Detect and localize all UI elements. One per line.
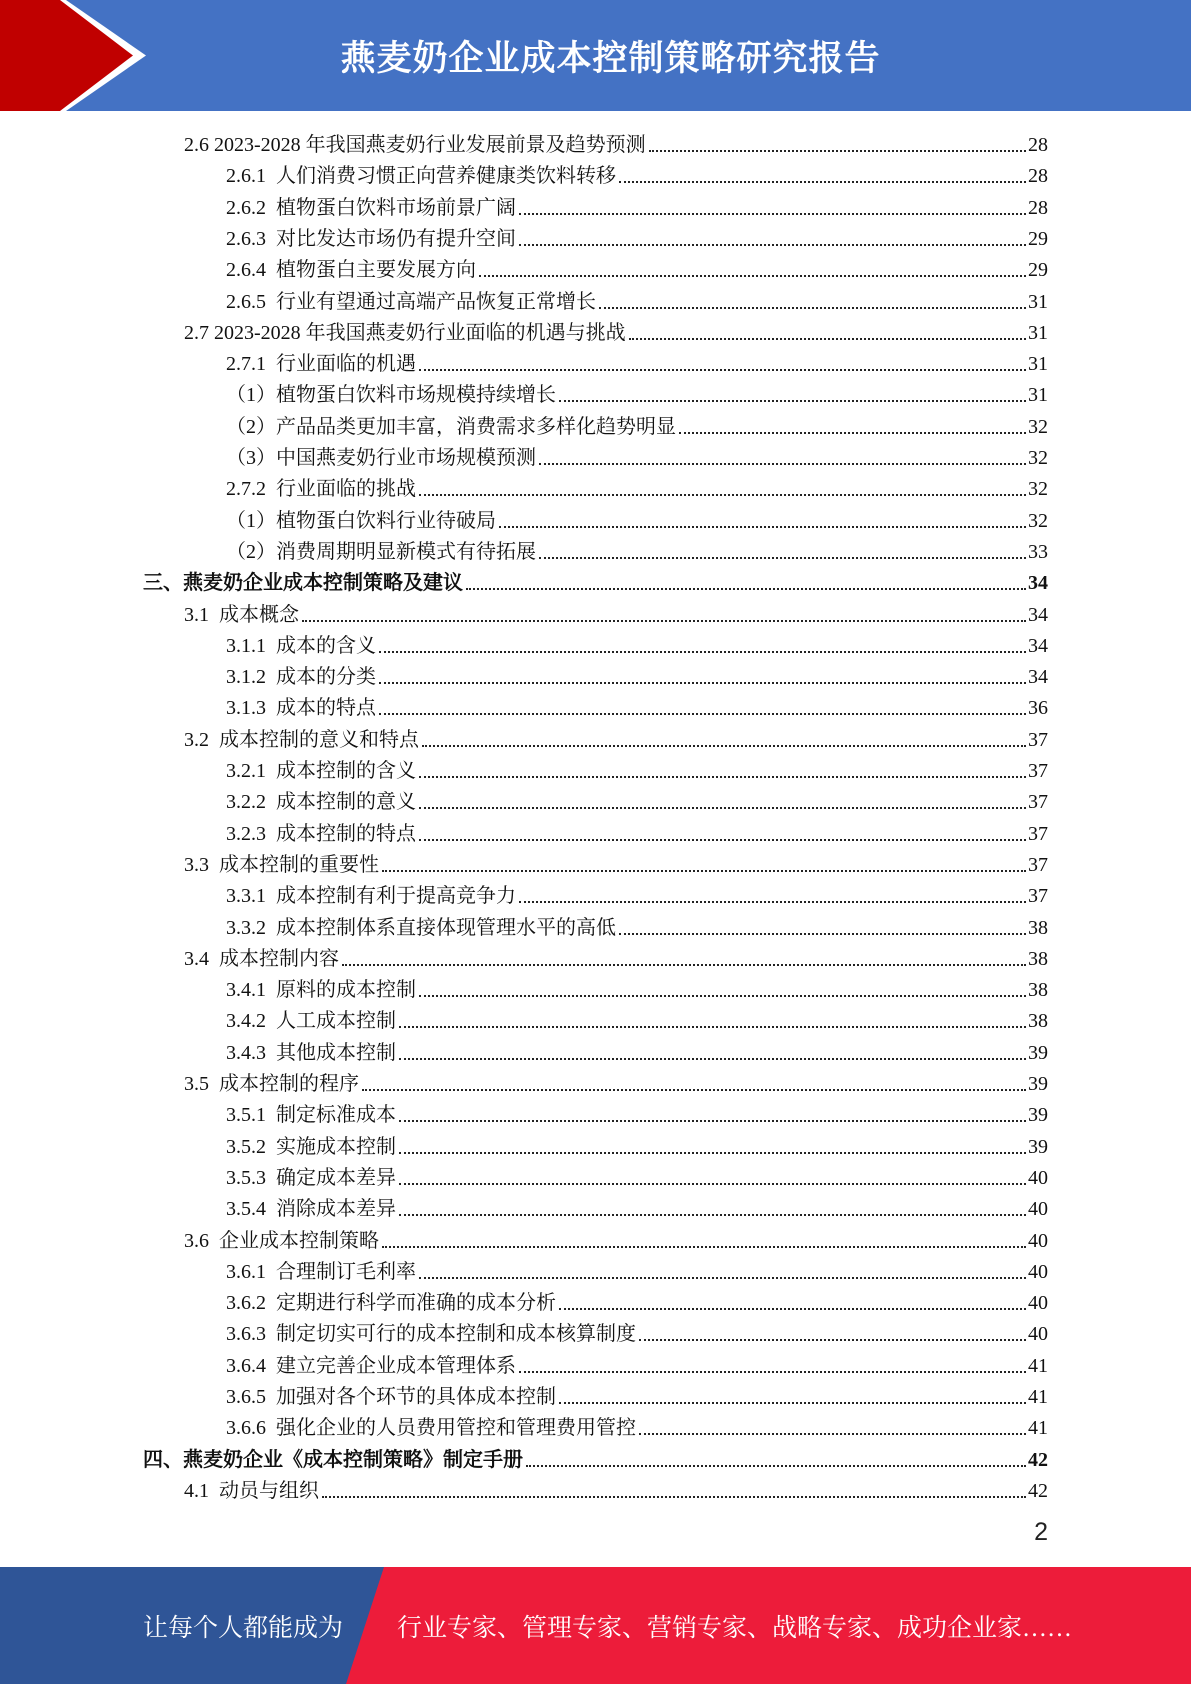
toc-entry-page: 40: [1028, 1260, 1048, 1283]
toc-entry-label: 3.5 成本控制的程序: [184, 1073, 359, 1095]
toc-entry[interactable]: [226, 377, 1048, 408]
dot-leader: [419, 1277, 1026, 1279]
dot-leader: [422, 745, 1026, 747]
dot-leader: [399, 1058, 1026, 1060]
footer-slogan-left: 让每个人都能成为: [143, 1614, 344, 1642]
toc-entry-label: 2.7 2023-2028 年我国燕麦奶行业面临的机遇与挑战: [184, 321, 626, 344]
toc-entry[interactable]: [184, 1473, 1048, 1504]
toc-entry-label: 3.5.1 制定标准成本: [226, 1104, 396, 1127]
toc-entry[interactable]: [226, 1160, 1048, 1191]
toc-entry-page: 32: [1028, 478, 1048, 501]
toc-entry-page: 41: [1028, 1386, 1048, 1408]
toc-entry[interactable]: [226, 1035, 1048, 1066]
toc-entry-label: 3.4.2 人工成本控制: [226, 1010, 396, 1033]
dot-leader: [399, 1152, 1026, 1154]
toc-entry[interactable]: [226, 1285, 1048, 1316]
toc-entry[interactable]: [184, 597, 1048, 628]
dot-leader: [539, 557, 1026, 559]
toc-entry-page: 28: [1028, 196, 1048, 219]
toc-entry-page: 37: [1028, 728, 1048, 751]
toc-entry[interactable]: [226, 471, 1048, 502]
footer-banner: [0, 1567, 1191, 1684]
toc-entry[interactable]: [226, 1316, 1048, 1347]
toc-entry-page: 28: [1028, 134, 1048, 156]
toc-entry[interactable]: [226, 252, 1048, 283]
toc-entry[interactable]: [226, 816, 1048, 847]
dot-leader: [526, 1465, 1026, 1467]
dot-leader: [519, 901, 1026, 903]
dot-leader: [559, 1402, 1026, 1404]
toc-entry[interactable]: [226, 440, 1048, 471]
toc-entry-label: 3.3.1 成本控制有利于提高竞争力: [226, 885, 516, 908]
toc-entry-page: 31: [1028, 290, 1048, 313]
toc-entry[interactable]: [226, 910, 1048, 941]
toc-entry-label: 2.7.1 行业面临的机遇: [226, 353, 416, 376]
dot-leader: [399, 1183, 1026, 1185]
toc-entry-label: 3.4 成本控制内容: [184, 947, 339, 970]
toc-entry-page: 37: [1028, 760, 1048, 782]
toc-entry-page: 33: [1028, 540, 1048, 563]
toc-entry-label: 3.5.4 消除成本差异: [226, 1198, 396, 1221]
dot-leader: [639, 1433, 1026, 1435]
dot-leader: [599, 307, 1026, 309]
dot-leader: [419, 494, 1026, 496]
dot-leader: [379, 713, 1026, 715]
toc-entry-page: 38: [1028, 979, 1048, 1002]
toc-entry[interactable]: [226, 346, 1048, 377]
toc-entry-page: 36: [1028, 697, 1048, 720]
dot-leader: [519, 244, 1026, 246]
toc-entry-label: （2）消费周期明显新模式有待拓展: [226, 540, 536, 563]
toc-entry-page: 39: [1028, 1135, 1048, 1158]
dot-leader: [466, 588, 1026, 590]
toc-entry-label: 3.6.5 加强对各个环节的具体成本控制: [226, 1386, 556, 1408]
dot-leader: [619, 181, 1026, 183]
dot-leader: [539, 463, 1026, 465]
toc-entry-label: 2.7.2 行业面临的挑战: [226, 478, 416, 501]
dot-leader: [519, 213, 1026, 215]
toc-entry[interactable]: [226, 1097, 1048, 1128]
dot-leader: [322, 1496, 1026, 1498]
toc-entry-page: 37: [1028, 885, 1048, 908]
toc-entry-label: 3.4.3 其他成本控制: [226, 1041, 396, 1064]
toc-entry-page: 37: [1028, 791, 1048, 814]
page-number: 2: [1034, 1518, 1048, 1546]
dot-leader: [302, 620, 1026, 622]
toc-entry[interactable]: [226, 1129, 1048, 1160]
toc-entry[interactable]: [184, 315, 1048, 346]
toc-entry-label: 2.6.4 植物蛋白主要发展方向: [226, 259, 476, 282]
dot-leader: [342, 964, 1026, 966]
toc-entry-label: 3.1.1 成本的含义: [226, 634, 376, 657]
toc-entry-page: 41: [1028, 1354, 1048, 1377]
dot-leader: [559, 1308, 1026, 1310]
toc-entry-label: 3.3 成本控制的重要性: [184, 853, 379, 876]
toc-entry-label: 3.6.3 制定切实可行的成本控制和成本核算制度: [226, 1323, 636, 1346]
dot-leader: [499, 526, 1026, 528]
dot-leader: [639, 1339, 1026, 1341]
document-title: 燕麦奶企业成本控制策略研究报告: [340, 38, 881, 79]
toc-entry-page: 38: [1028, 916, 1048, 939]
dot-leader: [419, 369, 1026, 371]
dot-leader: [362, 1089, 1026, 1091]
toc-entry-page: 42: [1028, 1479, 1048, 1502]
toc-entry[interactable]: [226, 1348, 1048, 1379]
toc-entry-page: 37: [1028, 853, 1048, 876]
toc-entry[interactable]: [226, 190, 1048, 221]
dot-leader: [479, 275, 1026, 277]
dot-leader: [399, 1214, 1026, 1216]
toc-entry-label: 3.1 成本概念: [184, 603, 299, 626]
toc-entry-label: 3.1.2 成本的分类: [226, 666, 376, 689]
toc-chapter-entry[interactable]: [143, 1442, 1048, 1473]
toc-entry-page: 37: [1028, 822, 1048, 845]
toc-entry-page: 40: [1028, 1229, 1048, 1252]
toc-entry-page: 29: [1028, 227, 1048, 250]
toc-entry-label: 2.6.2 植物蛋白饮料市场前景广阔: [226, 196, 516, 219]
toc-entry-label: 3.5.2 实施成本控制: [226, 1135, 396, 1158]
toc-entry[interactable]: [226, 784, 1048, 815]
toc-entry[interactable]: [226, 1003, 1048, 1034]
toc-entry[interactable]: [226, 628, 1048, 659]
toc-entry[interactable]: [226, 503, 1048, 534]
toc-entry-page: 31: [1028, 384, 1048, 407]
toc-entry-label: 3.6.4 建立完善企业成本管理体系: [226, 1354, 516, 1377]
toc-entry[interactable]: [226, 690, 1048, 721]
dot-leader: [619, 933, 1026, 935]
toc-entry[interactable]: [184, 127, 1048, 158]
toc-entry-page: 34: [1028, 634, 1048, 657]
toc-entry-label: 3.6.1 合理制订毛利率: [226, 1260, 416, 1283]
toc-entry[interactable]: [226, 534, 1048, 565]
dot-leader: [379, 682, 1026, 684]
toc-entry-page: 34: [1028, 572, 1048, 595]
toc-entry-page: 32: [1028, 509, 1048, 532]
toc-entry-label: 2.6 2023-2028 年我国燕麦奶行业发展前景及趋势预测: [184, 134, 646, 156]
toc-entry-label: 四、燕麦奶企业《成本控制策略》制定手册: [143, 1448, 523, 1471]
dot-leader: [649, 150, 1026, 152]
toc-entry-label: 3.2.3 成本控制的特点: [226, 822, 416, 845]
toc-entry-page: 32: [1028, 447, 1048, 469]
toc-entry-label: 3.5.3 确定成本差异: [226, 1166, 396, 1189]
toc-entry-label: 3.4.1 原料的成本控制: [226, 979, 416, 1002]
toc-entry[interactable]: [226, 1254, 1048, 1285]
toc-entry-label: 3.2.2 成本控制的意义: [226, 791, 416, 814]
toc-entry[interactable]: [184, 1066, 1048, 1097]
toc-entry-label: 3.6 企业成本控制策略: [184, 1229, 379, 1252]
dot-leader: [399, 1026, 1026, 1028]
toc-entry[interactable]: [226, 659, 1048, 690]
toc-entry[interactable]: [184, 941, 1048, 972]
footer-slogan-right: 行业专家、管理专家、营销专家、战略专家、成功企业家……: [397, 1614, 1073, 1642]
toc-entry-label: 4.1 动员与组织: [184, 1479, 319, 1502]
toc-entry[interactable]: [226, 221, 1048, 252]
toc-chapter-entry[interactable]: [143, 565, 1048, 596]
toc-entry-label: 2.6.3 对比发达市场仍有提升空间: [226, 227, 516, 250]
toc-entry[interactable]: [226, 1410, 1048, 1441]
dot-leader: [679, 432, 1026, 434]
toc-entry[interactable]: [226, 284, 1048, 315]
toc-entry-page: 38: [1028, 947, 1048, 970]
dot-leader: [399, 1120, 1026, 1122]
dot-leader: [379, 651, 1026, 653]
toc-entry[interactable]: [226, 1191, 1048, 1222]
toc-entry-page: 40: [1028, 1166, 1048, 1189]
dot-leader: [419, 995, 1026, 997]
toc-entry-label: 3.6.6 强化企业的人员费用管控和管理费用管控: [226, 1417, 636, 1440]
toc-entry-page: 41: [1028, 1417, 1048, 1440]
toc-entry-page: 39: [1028, 1073, 1048, 1095]
toc-entry[interactable]: [226, 753, 1048, 784]
red-arrow-icon: [0, 0, 160, 111]
toc-entry-page: 39: [1028, 1041, 1048, 1064]
toc-entry-page: 29: [1028, 259, 1048, 282]
toc-entry[interactable]: [184, 1223, 1048, 1254]
toc-entry-label: 三、燕麦奶企业成本控制策略及建议: [143, 572, 463, 595]
toc-entry[interactable]: [184, 847, 1048, 878]
header-banner: [0, 0, 1191, 111]
toc-entry[interactable]: [226, 878, 1048, 909]
toc-entry[interactable]: [184, 722, 1048, 753]
toc-entry-page: 31: [1028, 353, 1048, 376]
toc-entry-page: 42: [1028, 1448, 1048, 1471]
dot-leader: [382, 870, 1026, 872]
toc-entry[interactable]: [226, 158, 1048, 189]
dot-leader: [419, 807, 1026, 809]
toc-entry-label: 2.6.5 行业有望通过高端产品恢复正常增长: [226, 290, 596, 313]
toc-entry[interactable]: [226, 1379, 1048, 1410]
dot-leader: [629, 338, 1026, 340]
dot-leader: [382, 1246, 1026, 1248]
toc-entry[interactable]: [226, 972, 1048, 1003]
toc-entry-label: 3.2 成本控制的意义和特点: [184, 728, 419, 751]
dot-leader: [419, 839, 1026, 841]
toc-entry-label: 3.3.2 成本控制体系直接体现管理水平的高低: [226, 916, 616, 939]
toc-entry-page: 39: [1028, 1104, 1048, 1127]
toc-entry-page: 34: [1028, 666, 1048, 689]
toc-entry[interactable]: [226, 409, 1048, 440]
toc-entry-label: 3.6.2 定期进行科学而准确的成本分析: [226, 1292, 556, 1315]
toc-entry-page: 31: [1028, 321, 1048, 344]
toc-entry-page: 32: [1028, 415, 1048, 438]
toc-entry-page: 40: [1028, 1323, 1048, 1346]
dot-leader: [519, 1371, 1026, 1373]
toc-entry-page: 40: [1028, 1198, 1048, 1221]
toc-entry-label: （2）产品品类更加丰富，消费需求多样化趋势明显: [226, 415, 676, 438]
toc-entry-label: （1）植物蛋白饮料行业待破局: [226, 509, 496, 532]
toc-entry-page: 38: [1028, 1010, 1048, 1033]
toc-entry-label: （1）植物蛋白饮料市场规模持续增长: [226, 384, 556, 407]
toc-entry-page: 40: [1028, 1292, 1048, 1315]
toc-entry-label: 2.6.1 人们消费习惯正向营养健康类饮料转移: [226, 165, 616, 188]
dot-leader: [559, 400, 1026, 402]
toc-entry-label: 3.2.1 成本控制的含义: [226, 760, 416, 782]
dot-leader: [419, 776, 1026, 778]
toc-entry-label: （3）中国燕麦奶行业市场规模预测: [226, 447, 536, 469]
toc-entry-label: 3.1.3 成本的特点: [226, 697, 376, 720]
toc-entry-page: 28: [1028, 165, 1048, 188]
toc-entry-page: 34: [1028, 603, 1048, 626]
